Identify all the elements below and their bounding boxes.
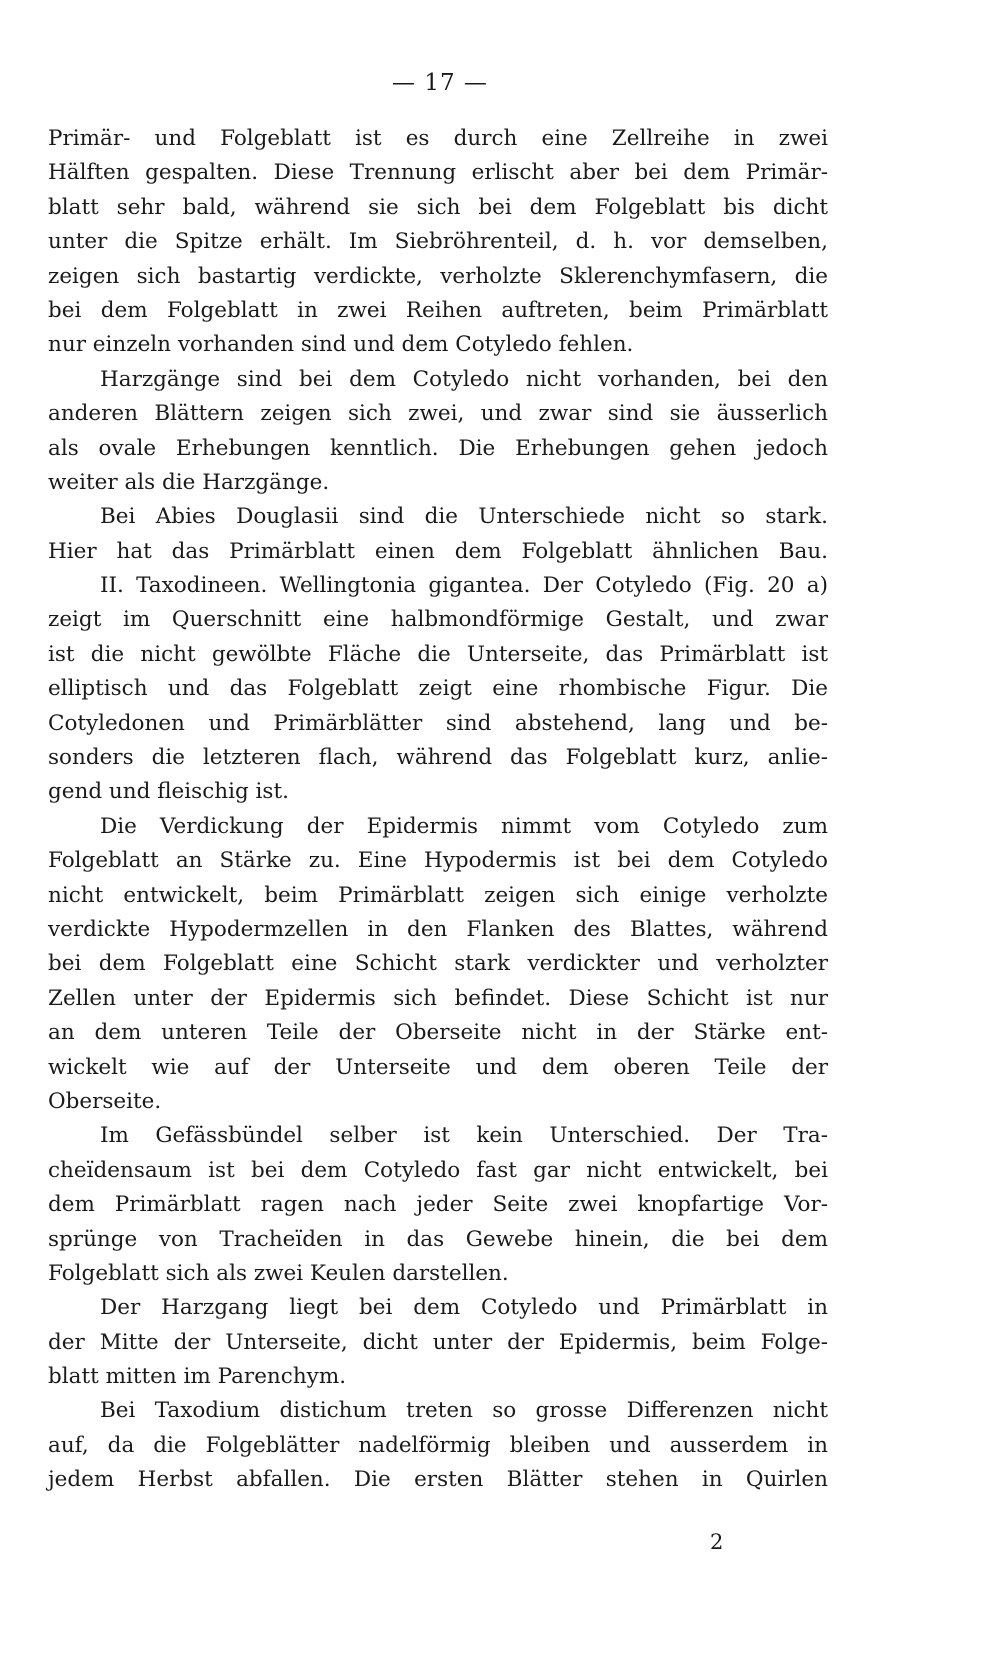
text-line: Zellen unter der Epidermis sich befindet. Diese Schicht ist nur bbox=[48, 985, 828, 1011]
text-line: ist die nicht gewölbte Fläche die Unterseite, das Primärblatt ist bbox=[48, 641, 828, 667]
text-line: Hälften gespalten. Diese Trennung erlischt aber bei dem Primär- bbox=[48, 160, 828, 186]
text-line: blatt sehr bald, während sie sich bei dem Folgeblatt bis dicht bbox=[48, 194, 828, 220]
text-line: Folgeblatt an Stärke zu. Eine Hypodermis ist bei dem Cotyledo bbox=[48, 848, 828, 874]
text-line: Bei Abies Douglasii sind die Unterschiede nicht so stark. bbox=[100, 504, 828, 530]
text-line: bei dem Folgeblatt in zwei Reihen auftreten, beim Primärblatt bbox=[48, 297, 828, 323]
text-line: wickelt wie auf der Unterseite und dem oberen Teile der bbox=[48, 1054, 828, 1080]
text-line: weiter als die Harzgänge. bbox=[48, 469, 330, 495]
text-line: cheïdensaum ist bei dem Cotyledo fast gar nicht entwickelt, bei bbox=[48, 1157, 828, 1183]
text-line: blatt mitten im Parenchym. bbox=[48, 1364, 347, 1390]
text-line: Folgeblatt sich als zwei Keulen darstellen. bbox=[48, 1260, 509, 1286]
text-line: zeigen sich bastartig verdickte, verholzte Sklerenchymfasern, die bbox=[48, 263, 828, 289]
text-line: Der Harzgang liegt bei dem Cotyledo und Primärblatt in bbox=[100, 1295, 828, 1321]
text-line: unter die Spitze erhält. Im Siebröhrenteil, d. h. vor demselben, bbox=[48, 229, 828, 255]
text-line: bei dem Folgeblatt eine Schicht stark verdickter und verholzter bbox=[48, 951, 828, 977]
text-line: auf, da die Folgeblätter nadelförmig bleiben und ausserdem in bbox=[48, 1432, 828, 1458]
body-text bbox=[48, 122, 828, 1498]
text-line: Primär- und Folgeblatt ist es durch eine Zellreihe in zwei bbox=[48, 126, 828, 151]
text-line: elliptisch und das Folgeblatt zeigt eine rhombische Figur. Die bbox=[48, 676, 828, 702]
text-line: an dem unteren Teile der Oberseite nicht in der Stärke ent- bbox=[48, 1020, 828, 1046]
text-line: Hier hat das Primärblatt einen dem Folgeblatt ähnlichen Bau. bbox=[48, 538, 828, 564]
text-line: nur einzeln vorhanden sind und dem Cotyledo fehlen. bbox=[48, 332, 634, 358]
text-line: Bei Taxodium distichum treten so grosse Differenzen nicht bbox=[100, 1398, 828, 1424]
text-line: als ovale Erhebungen kenntlich. Die Erhebungen gehen jedoch bbox=[48, 435, 828, 461]
text-line: Im Gefässbündel selber ist kein Unterschied. Der Tra- bbox=[100, 1123, 828, 1149]
text-line: anderen Blättern zeigen sich zwei, und zwar sind sie äusserlich bbox=[48, 401, 828, 427]
text-line: der Mitte der Unterseite, dicht unter der Epidermis, beim Folge- bbox=[48, 1329, 828, 1355]
text-line: verdickte Hypodermzellen in den Flanken des Blattes, während bbox=[48, 916, 828, 942]
text-line: Oberseite. bbox=[48, 1088, 162, 1114]
text-line: Die Verdickung der Epidermis nimmt vom Cotyledo zum bbox=[100, 813, 828, 839]
page-number: — 17 — bbox=[392, 70, 488, 96]
text-line: jedem Herbst abfallen. Die ersten Blätter stehen in Quirlen bbox=[48, 1467, 828, 1493]
text-line: Cotyledonen und Primärblätter sind abstehend, lang und be- bbox=[48, 710, 828, 736]
text-line: gend und fleischig ist. bbox=[48, 779, 289, 805]
text-line: dem Primärblatt ragen nach jeder Seite zwei knopfartige Vor- bbox=[48, 1192, 828, 1218]
signature-mark: 2 bbox=[710, 1530, 724, 1554]
text-line: nicht entwickelt, beim Primärblatt zeigen sich einige verholzte bbox=[48, 882, 828, 908]
text-line: sprünge von Tracheïden in das Gewebe hinein, die bei dem bbox=[48, 1226, 828, 1252]
text-line: sonders die letzteren flach, während das Folgeblatt kurz, anlie- bbox=[48, 745, 828, 771]
text-line: Harzgänge sind bei dem Cotyledo nicht vorhanden, bei den bbox=[100, 366, 828, 392]
text-line: zeigt im Querschnitt eine halbmondförmige Gestalt, und zwar bbox=[48, 607, 828, 633]
text-line: II. Taxodineen. Wellingtonia gigantea. Der Cotyledo (Fig. 20 a) bbox=[100, 573, 828, 599]
